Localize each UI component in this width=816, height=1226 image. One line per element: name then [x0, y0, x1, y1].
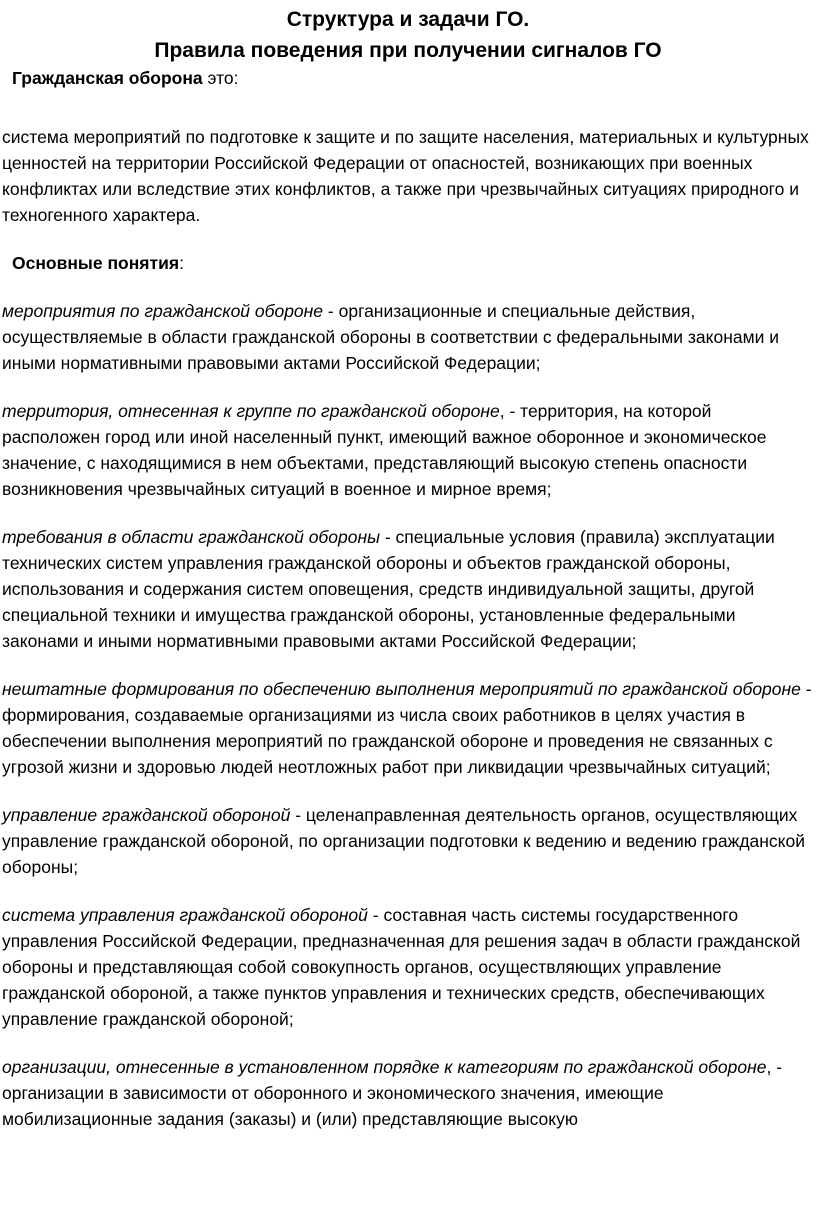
term-paragraph [2, 676, 814, 780]
definition-paragraph: система мероприятий по подготовке к защите и по защите населения, материальных и культурных ценностей на территории Российской Федерации от опасностей, возникающих при военных конфликтах или вследствие этих конфликтов, а также при чрезвычайных ситуациях природного и техногенного характера. [2, 127, 809, 225]
concepts-colon: : [179, 253, 184, 273]
term-definition: - формирования, создаваемые организациями из числа своих работников в целях участия в обеспечении выполнения мероприятий по гражданской обороне и проведения не связанных с угрозой жизни и здоровью людей неотложных работ при ликвидации чрезвычайных ситуаций; [2, 679, 812, 777]
term-name: управление гражданской обороной [2, 805, 291, 825]
term-name: нештатные формирования по обеспечению выполнения мероприятий по гражданской обороне [2, 679, 801, 699]
term-name: требования в области гражданской обороны [2, 527, 380, 547]
intro-term: Гражданская оборона [12, 68, 203, 88]
term-paragraph [2, 802, 814, 880]
intro-rest: это: [202, 68, 239, 88]
term-name: организации, отнесенные в установленном порядке к категориям по гражданской обороне [2, 1057, 767, 1077]
term-definition: - целенаправленная деятельность органов, осуществляющих управление гражданской обороной, по организации подготовки к ведению и ведению гражданской обороны; [2, 805, 806, 877]
term-name: территория, отнесенная к группе по гражданской обороне [2, 401, 500, 421]
term-paragraph [2, 902, 814, 1032]
term-paragraph [2, 524, 814, 654]
term-paragraph [2, 1054, 814, 1132]
concepts-heading: Основные понятия [12, 253, 180, 273]
term-paragraph [2, 298, 814, 376]
concepts-heading-line [2, 250, 814, 276]
term-name: система управления гражданской обороной [2, 905, 368, 925]
term-paragraph [2, 398, 814, 502]
term-definition: - специальные условия (правила) эксплуатации технических систем управления гражданской обороны и объектов гражданской обороны, использования и содержания систем оповещения, средств индивидуальной защиты, другой специальной техники и имущества гражданской обороны, установленные федеральными законами и иными нормативными правовыми актами Российской Федерации; [2, 527, 775, 651]
term-definition: , - организации в зависимости от оборонного и экономического значения, имеющие мобилизационные задания (заказы) и (или) представляющие высокую [2, 1057, 783, 1129]
term-definition: - составная часть системы государственного управления Российской Федерации, предназначенная для решения задач в области гражданской обороны и представляющая собой совокупность органов, осуществляющих управление гражданской обороной, а также пунктов управления и технических средств, обеспечивающих управление гражданской обороной; [2, 905, 801, 1029]
document-subtitle: Правила поведения при получении сигналов ГО [154, 39, 662, 62]
term-definition: , - территория, на которой расположен город или иной населенный пункт, имеющий важное оборонное и экономическое значение, с находящимися в нем объектами, представляющий высокую степень опасности возникновения чрезвычайных ситуаций в военное и мирное время; [2, 401, 767, 499]
term-name: мероприятия по гражданской обороне [2, 301, 324, 321]
document-title: Структура и задачи ГО. [286, 8, 530, 31]
intro-line [2, 66, 814, 90]
term-definition: - организационные и специальные действия, осуществляемые в области гражданской обороны в соответствии с федеральными законами и иными нормативными правовыми актами Российской Федерации; [2, 301, 780, 373]
